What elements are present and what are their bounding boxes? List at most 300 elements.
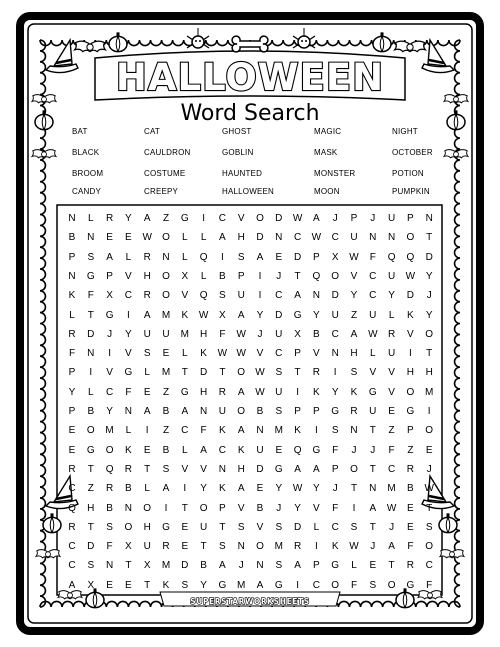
grid-letter: L xyxy=(144,367,150,379)
grid-letter: W xyxy=(292,483,303,495)
grid-letter: K xyxy=(125,444,132,456)
grid-letter: H xyxy=(199,386,208,398)
word-list-item: BAT xyxy=(72,127,88,136)
grid-letter: W xyxy=(198,309,209,321)
grid-letter: U xyxy=(331,309,339,321)
grid-letter: O xyxy=(406,386,415,398)
grid-letter: R xyxy=(143,290,151,302)
grid-letter: A xyxy=(219,232,226,244)
grid-letter: M xyxy=(274,541,283,553)
grid-letter: R xyxy=(293,541,302,553)
grid-letter: T xyxy=(144,579,151,591)
grid-letter: W xyxy=(405,270,416,282)
grid-letter: H xyxy=(425,367,433,379)
grid-letter: L xyxy=(88,386,94,398)
word-list-item: MASK xyxy=(314,148,338,157)
grid-letter: N xyxy=(369,483,377,495)
grid-letter: K xyxy=(162,579,170,591)
grid-letter: K xyxy=(331,541,339,553)
grid-letter: R xyxy=(312,367,320,379)
grid-letter: A xyxy=(313,463,320,475)
grid-letter: L xyxy=(351,560,357,572)
grid-letter: Y xyxy=(256,309,264,321)
word-list-item: NIGHT xyxy=(392,127,418,136)
grid-letter: Q xyxy=(68,502,76,514)
grid-letter: P xyxy=(237,270,245,282)
grid-letter: X xyxy=(294,328,301,340)
grid-letter: N xyxy=(275,232,283,244)
witch-hat-icon xyxy=(46,40,78,73)
grid-letter: J xyxy=(389,521,395,533)
grid-letter: Y xyxy=(350,290,358,302)
grid-letter: A xyxy=(294,290,301,302)
grid-letter: W xyxy=(386,502,397,514)
grid-letter: F xyxy=(68,348,76,360)
grid-letter: I xyxy=(315,541,318,553)
grid-letter: C xyxy=(425,560,433,572)
grid-letter: U xyxy=(275,328,283,340)
grid-letter: J xyxy=(276,502,282,514)
grid-letter: F xyxy=(125,386,132,398)
grid-letter: B xyxy=(256,502,264,514)
grid-letter: O xyxy=(162,232,170,244)
grid-letter: L xyxy=(388,309,395,321)
grid-letter: P xyxy=(68,367,76,379)
grid-letter: H xyxy=(143,521,151,533)
grid-letter: P xyxy=(313,406,320,417)
grid-letter: L xyxy=(182,251,188,263)
grid-letter: C xyxy=(369,270,377,282)
grid-letter: L xyxy=(313,521,320,533)
grid-letter: O xyxy=(237,367,246,379)
grid-letter: P xyxy=(313,251,320,263)
grid-letter: S xyxy=(275,367,283,379)
grid-letter: U xyxy=(162,328,170,340)
grid-letter: A xyxy=(237,309,245,321)
grid-letter: A xyxy=(313,213,320,224)
grid-letter: N xyxy=(162,251,170,263)
grid-letter: F xyxy=(200,425,207,437)
word-list-item: CAT xyxy=(144,127,161,136)
grid-letter: H xyxy=(87,502,95,514)
grid-letter: X xyxy=(219,309,226,321)
grid-letter: P xyxy=(294,406,301,417)
grid-letter: J xyxy=(370,213,376,224)
grid-letter: F xyxy=(388,444,395,456)
grid-letter: E xyxy=(275,444,283,456)
grid-letter: O xyxy=(331,270,340,282)
grid-letter: S xyxy=(143,348,151,360)
grid-letter: V xyxy=(313,348,320,360)
grid-letter: G xyxy=(105,309,114,321)
grid-letter: Z xyxy=(162,425,170,437)
grid-letter: I xyxy=(164,502,168,514)
grid-letter: I xyxy=(145,425,149,437)
grid-letter: R xyxy=(105,483,114,495)
grid-letter: D xyxy=(293,521,302,533)
grid-letter: N xyxy=(68,270,76,282)
grid-letter: T xyxy=(369,425,376,437)
grid-letter: U xyxy=(199,521,208,533)
grid-letter: T xyxy=(426,232,433,244)
grid-letter: V xyxy=(388,386,395,398)
grid-letter: J xyxy=(332,213,338,224)
grid-letter: P xyxy=(68,406,76,417)
grid-letter: A xyxy=(162,483,170,495)
grid-letter: B xyxy=(162,444,170,456)
grid-letter: E xyxy=(68,444,76,456)
grid-letter: I xyxy=(89,367,93,379)
grid-letter: I xyxy=(183,483,187,495)
grid-letter: Z xyxy=(87,483,94,495)
grid-letter: Q xyxy=(387,251,396,263)
grid-letter: C xyxy=(275,348,283,360)
grid-letter: G xyxy=(274,579,283,591)
grid-letter: U xyxy=(256,444,264,456)
grid-letter: Y xyxy=(313,309,320,321)
pumpkin-icon xyxy=(35,110,53,129)
grid-letter: F xyxy=(369,251,376,263)
grid-letter: O xyxy=(256,541,264,553)
grid-letter: V xyxy=(388,367,395,379)
pumpkin-icon xyxy=(109,32,127,51)
grid-letter: B xyxy=(256,406,264,417)
grid-letter: C xyxy=(293,232,302,244)
grid-letter: N xyxy=(369,232,377,244)
grid-letter: O xyxy=(256,213,264,224)
grid-letter: T xyxy=(87,309,94,321)
grid-letter: I xyxy=(296,386,299,398)
grid-letter: G xyxy=(218,579,227,591)
grid-letter: K xyxy=(237,444,245,456)
grid-letter: E xyxy=(106,579,113,591)
word-list-item: COSTUME xyxy=(144,169,186,178)
grid-letter: C xyxy=(105,386,114,398)
grid-letter: Q xyxy=(406,251,415,263)
grid-letter: A xyxy=(388,541,395,553)
grid-letter: Z xyxy=(407,444,414,456)
grid-letter: T xyxy=(219,521,226,533)
grid-letter: U xyxy=(369,406,377,417)
grid-letter: Y xyxy=(425,309,433,321)
grid-letter: N xyxy=(199,406,208,417)
grid-letter: M xyxy=(237,579,246,591)
grid-letter: N xyxy=(425,213,433,224)
grid-letter: Y xyxy=(425,270,433,282)
grid-letter: L xyxy=(200,232,207,244)
grid-letter: D xyxy=(181,560,189,572)
grid-letter: D xyxy=(275,213,283,224)
grid-letter: M xyxy=(274,425,283,437)
grid-letter: V xyxy=(369,367,377,379)
grid-letter: D xyxy=(406,290,414,302)
grid-letter: Z xyxy=(350,309,358,321)
grid-letter: S xyxy=(237,251,245,263)
grid-letter: F xyxy=(350,579,358,591)
grid-letter: O xyxy=(406,232,415,244)
grid-letter: S xyxy=(181,579,189,591)
grid-letter: B xyxy=(219,270,226,282)
grid-letter: J xyxy=(370,541,376,553)
grid-letter: D xyxy=(199,367,208,379)
grid-letter: O xyxy=(124,521,133,533)
grid-letter: Y xyxy=(125,213,132,224)
grid-letter: A xyxy=(294,463,301,475)
grid-letter: A xyxy=(237,425,245,437)
grid-letter: V xyxy=(256,521,264,533)
grid-letter: F xyxy=(332,444,339,456)
grid-letter: F xyxy=(106,541,113,553)
grid-letter: U xyxy=(387,270,396,282)
grid-letter: U xyxy=(218,406,226,417)
grid-letter: Y xyxy=(331,386,339,398)
grid-letter: J xyxy=(107,328,113,340)
grid-letter: Y xyxy=(125,328,132,340)
grid-letter: C xyxy=(218,213,226,224)
grid-letter: T xyxy=(388,560,395,572)
grid-letter: H xyxy=(237,463,245,475)
grid-letter: I xyxy=(427,406,431,417)
footer-brand: SUPERSTARWORKSHEETS xyxy=(190,597,310,606)
grid-letter: A xyxy=(219,560,226,572)
grid-letter: W xyxy=(236,348,246,360)
grid-letter: C xyxy=(181,425,189,437)
grid-letter: D xyxy=(87,328,95,340)
grid-letter: Y xyxy=(106,406,113,417)
grid-letter: O xyxy=(237,406,246,417)
grid-letter: T xyxy=(125,560,132,572)
grid-letter: L xyxy=(182,444,188,456)
grid-letter: V xyxy=(125,348,132,360)
grid-letter: W xyxy=(292,213,303,224)
grid-letter: Z xyxy=(162,386,170,398)
grid-letter: D xyxy=(275,309,283,321)
grid-letter: I xyxy=(352,502,356,514)
grid-letter: V xyxy=(181,463,189,475)
grid-letter: H xyxy=(237,232,245,244)
grid-letter: U xyxy=(369,309,377,321)
word-list-item: BROOM xyxy=(72,169,104,178)
grid-letter: T xyxy=(181,367,188,379)
grid-letter: W xyxy=(424,483,434,495)
grid-letter: L xyxy=(88,213,94,224)
grid-letter: K xyxy=(407,309,414,321)
grid-letter: V xyxy=(237,213,245,224)
grid-letter: K xyxy=(181,309,189,321)
grid-letter: V xyxy=(313,502,320,514)
grid-letter: B xyxy=(68,232,76,244)
grid-letter: S xyxy=(350,521,358,533)
grid-letter: C xyxy=(218,444,226,456)
grid-letter: J xyxy=(370,444,376,456)
grid-letter: V xyxy=(200,463,207,475)
word-list-item: MAGIC xyxy=(314,127,342,136)
grid-letter: G xyxy=(86,444,95,456)
grid-letter: A xyxy=(143,406,151,417)
grid-letter: X xyxy=(106,290,113,302)
grid-letter: J xyxy=(351,444,357,456)
grid-letter: B xyxy=(407,483,414,495)
grid-letter: Q xyxy=(312,270,321,282)
bone-icon xyxy=(232,36,268,52)
grid-letter: R xyxy=(387,328,396,340)
pumpkin-icon xyxy=(373,32,391,51)
grid-letter: S xyxy=(350,367,358,379)
grid-letter: O xyxy=(387,579,396,591)
word-list-item: MONSTER xyxy=(314,169,356,178)
grid-letter: C xyxy=(68,560,76,572)
grid-letter: I xyxy=(202,213,205,224)
page-subtitle: Word Search xyxy=(180,101,320,126)
grid-letter: X xyxy=(331,251,339,263)
bat-icon xyxy=(395,41,426,51)
grid-letter: E xyxy=(181,541,189,553)
grid-letter: G xyxy=(406,406,415,417)
grid-letter: D xyxy=(256,232,264,244)
grid-letter: T xyxy=(87,463,94,475)
grid-letter: U xyxy=(350,232,358,244)
grid-letter: M xyxy=(387,483,396,495)
grid-letter: E xyxy=(125,579,132,591)
grid-letter: E xyxy=(256,483,264,495)
word-list-item: OCTOBER xyxy=(392,148,433,157)
grid-letter: A xyxy=(237,483,245,495)
grid-letter: V xyxy=(125,270,132,282)
grid-letter: I xyxy=(333,367,337,379)
grid-letter: E xyxy=(106,232,113,244)
grid-letter: W xyxy=(142,232,152,244)
grid-letter: W xyxy=(236,328,246,340)
grid-letter: G xyxy=(180,213,189,224)
grid-letter: T xyxy=(294,367,301,379)
grid-letter: R xyxy=(350,406,358,417)
grid-letter: K xyxy=(68,290,76,302)
grid-letter: G xyxy=(124,367,133,379)
grid-letter: J xyxy=(332,483,338,495)
grid-letter: P xyxy=(407,425,414,437)
grid-letter: P xyxy=(294,348,301,360)
grid-letter: I xyxy=(221,251,224,263)
grid-letter: F xyxy=(407,541,414,553)
grid-letter: A xyxy=(294,560,301,572)
word-list-item: POTION xyxy=(392,169,424,178)
grid-letter: G xyxy=(406,579,415,591)
grid-letter: E xyxy=(143,386,151,398)
grid-letter: N xyxy=(105,560,114,572)
grid-letter: R xyxy=(124,463,132,475)
grid-letter: U xyxy=(387,348,396,360)
grid-letter: W xyxy=(255,367,265,379)
grid-letter: J xyxy=(276,270,282,282)
grid-letter: S xyxy=(369,579,377,591)
grid-letter: Y xyxy=(200,579,207,591)
grid-letter: C xyxy=(68,541,76,553)
grid-letter: O xyxy=(199,502,208,514)
grid-letter: M xyxy=(425,386,434,398)
grid-letter: O xyxy=(86,425,95,437)
grid-letter: N xyxy=(87,348,95,360)
grid-letter: R xyxy=(68,328,76,340)
grid-letter: C xyxy=(124,290,132,302)
grid-letter: K xyxy=(219,483,226,495)
grid-letter: I xyxy=(409,348,412,360)
grid-letter: Y xyxy=(275,483,283,495)
grid-letter: E xyxy=(369,560,377,572)
grid-letter: O xyxy=(162,270,170,282)
grid-letter: O xyxy=(105,444,114,456)
grid-letter: A xyxy=(256,579,264,591)
grid-letter: O xyxy=(143,502,152,514)
grid-letter: N xyxy=(218,463,226,475)
grid-letter: E xyxy=(407,502,414,514)
witch-hat-icon xyxy=(422,40,454,73)
grid-letter: E xyxy=(181,521,189,533)
grid-letter: O xyxy=(425,425,434,437)
word-list-item: GOBLIN xyxy=(222,148,254,157)
grid-letter: S xyxy=(219,290,226,302)
word-list-item: CANDY xyxy=(72,187,102,196)
grid-letter: I xyxy=(108,348,111,360)
grid-letter: E xyxy=(143,444,151,456)
bat-icon xyxy=(440,550,464,558)
grid-letter: E xyxy=(125,232,132,244)
grid-letter: R xyxy=(406,560,414,572)
grid-letter: C xyxy=(369,290,377,302)
grid-letter: N xyxy=(331,348,339,360)
grid-letter: H xyxy=(143,270,151,282)
grid-letter: Y xyxy=(313,483,320,495)
grid-letter: G xyxy=(180,386,189,398)
grid-letter: A xyxy=(200,444,207,456)
grid-letter: H xyxy=(406,367,414,379)
grid-letter: X xyxy=(143,560,151,572)
grid-letter: F xyxy=(332,502,339,514)
grid-letter: P xyxy=(68,251,76,263)
grid-letter: O xyxy=(425,328,434,340)
grid-letter: E xyxy=(275,251,283,263)
grid-letter: K xyxy=(350,386,358,398)
grid-letter: E xyxy=(425,444,433,456)
grid-letter: N xyxy=(387,232,396,244)
grid-letter: T xyxy=(219,367,226,379)
grid-letter: G xyxy=(162,521,170,533)
grid-letter: D xyxy=(293,251,302,263)
grid-letter: T xyxy=(144,463,151,475)
grid-letter: N xyxy=(124,406,132,417)
grid-letter: S xyxy=(275,521,283,533)
grid-letter: G xyxy=(331,560,340,572)
grid-letter: P xyxy=(106,270,113,282)
grid-letter: V xyxy=(256,348,264,360)
grid-letter: M xyxy=(161,560,171,572)
grid-letter: X xyxy=(125,541,132,553)
grid-letter: R xyxy=(68,463,76,475)
grid-letter: O xyxy=(331,579,340,591)
grid-letter: R xyxy=(218,386,226,398)
grid-letter: T xyxy=(369,521,376,533)
grid-letter: A xyxy=(256,251,264,263)
grid-letter: L xyxy=(200,270,207,282)
grid-letter: U xyxy=(387,213,396,224)
grid-letter: A xyxy=(143,213,151,224)
grid-letter: H xyxy=(199,328,208,340)
grid-letter: C xyxy=(312,579,320,591)
word-list-item: HAUNTED xyxy=(222,169,263,178)
grid-letter: F xyxy=(87,290,94,302)
grid-letter: M xyxy=(180,328,189,340)
grid-letter: E xyxy=(388,406,395,417)
grid-letter: G xyxy=(368,386,377,398)
